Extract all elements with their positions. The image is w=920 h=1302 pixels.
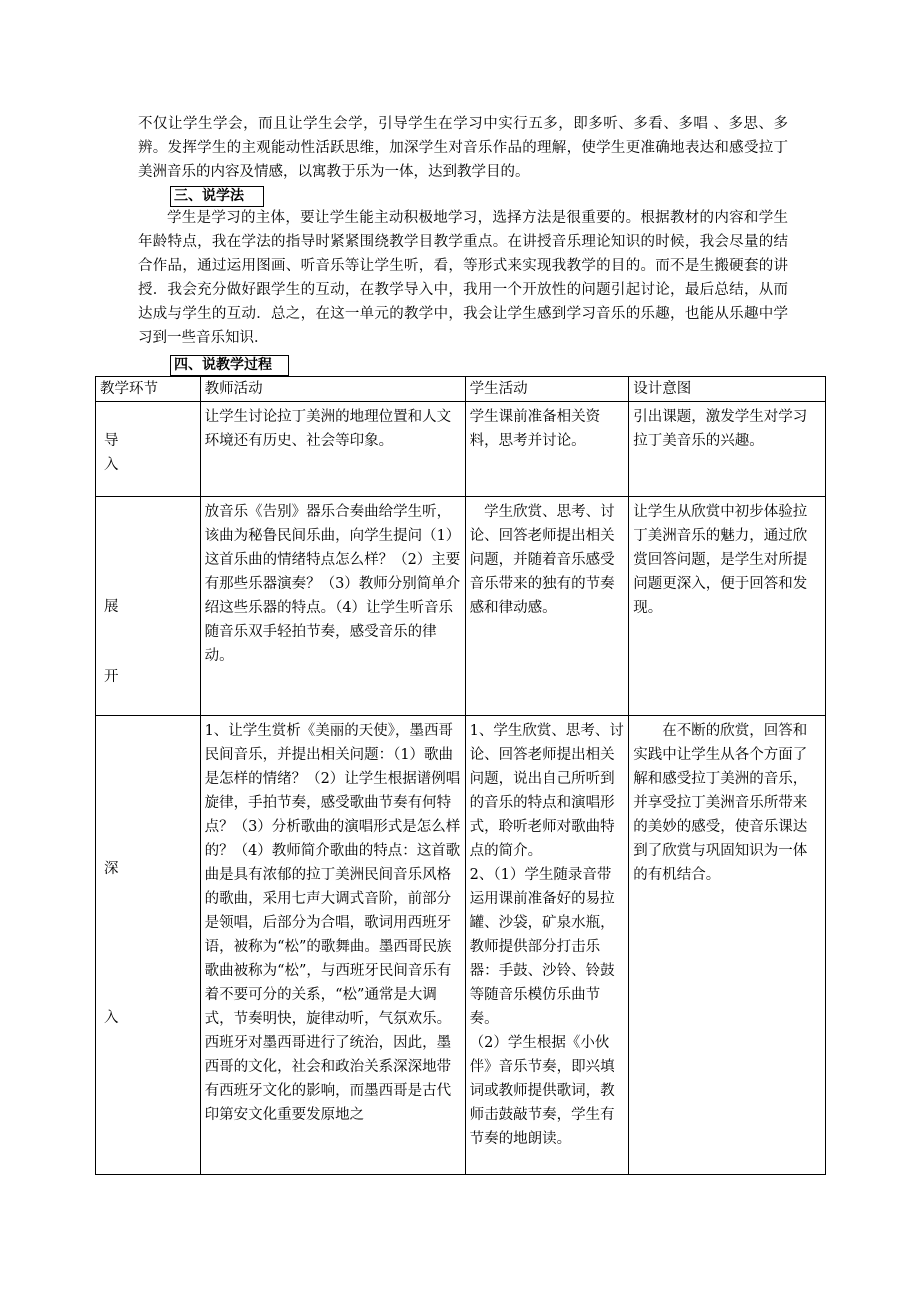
table-header-row [96, 377, 826, 402]
teaching-process-table [95, 376, 826, 1175]
student-activity-text: 学生课前准备相关资料，思考并讨论。 [469, 409, 601, 449]
design-intent-cell [629, 497, 826, 716]
table-row [96, 497, 826, 716]
teacher-activity-cell [200, 402, 465, 497]
design-intent-cell [629, 402, 826, 497]
student-activity-cell [465, 402, 629, 497]
teacher-activity-cell [200, 716, 465, 1175]
teacher-activity-text: 放音乐《告别》器乐合奏曲给学生听，该曲为秘鲁民间乐曲，向学生提问（1）这首乐曲的情绪特点怎么样？（2）主要有那些乐器演奏？（3）教师分别简单介绍这些乐器的特点。（4）让学生听音乐随音乐双手轻拍节奏，感受音乐的律动。 [204, 504, 461, 664]
design-intent-text: 在不断的欣赏，回答和实践中让学生从各个方面了解和感受拉丁美洲的音乐，并享受拉丁美洲音乐所带来的美妙的感受，使音乐课达到了欣赏与巩固知识为一体的有机结合。 [633, 723, 808, 883]
stage-cell [96, 402, 201, 497]
stage-label: 展 [104, 599, 119, 615]
stage-cell [96, 497, 201, 716]
header-teacher-activity: 教师活动 [200, 377, 465, 402]
student-activity-cell [465, 497, 629, 716]
student-activity-text: 2、（1）学生随录音带运用课前准备好的易拉罐、沙袋，矿泉水瓶，教师提供部分打击乐器：手鼓、沙铃、铃鼓等随音乐模仿乐曲节奏。 [469, 867, 615, 1027]
teacher-activity-cell [200, 497, 465, 716]
stage-label: 导 [104, 433, 119, 449]
table-row [96, 402, 826, 497]
stage-label: 入 [104, 457, 119, 473]
design-intent-text: 让学生从欣赏中初步体验拉丁美洲音乐的魅力，通过欣赏回答问题，是学生对所提问题更深入，便于回答和发现。 [633, 504, 808, 616]
intro-paragraph: 不仅让学生学会，而且让学生会学，引导学生在学习中实行五多，即多听、多看、多唱 、多思、多辨。发挥学生的主观能动性活跃思维，加深学生对音乐作品的理解，使学生更准确地表达和感受拉丁美洲音乐的内容及情感，以寓教于乐为一体，达到教学目的。 [138, 116, 788, 180]
student-activity-cell [465, 716, 629, 1175]
teacher-activity-text: 1、让学生赏析《美丽的天使》，墨西哥民间音乐，并提出相关问题：（1）歌曲是怎样的情绪？（2）让学生根据谱例唱旋律，手拍节奏，感受歌曲节奏有何特点？（3）分析歌曲的演唱形式是怎么样的？（4）教师简介歌曲的特点：这首歌曲是具有浓郁的拉丁美洲民间音乐风格的歌曲，采用七声大调式音阶，前部分是领唱，后部分为合唱，歌词用西班牙语，被称为“松”的歌舞曲。墨西哥民族歌曲被称为“松”，与西班牙民间音乐有着不要可分的关系，“松”通常是大调式，节奏明快，旋律动听，气氛欢乐。西班牙对墨西哥进行了统治，因此，墨西哥的文化，社会和政治关系深深地带有西班牙文化的影响，而墨西哥是古代印第安文化重要发原地之 [204, 723, 461, 1123]
student-activity-text: （2）学生根据《小伙伴》音乐节奏，即兴填词或教师提供歌词，教师击鼓敲节奏，学生有节奏的地朗读。 [469, 1035, 615, 1147]
table-row [96, 716, 826, 1175]
stage-label: 开 [104, 669, 119, 685]
section-heading-teaching-process: 四、说教学过程 [170, 355, 289, 376]
section-heading-study-method: 三、说学法 [170, 186, 264, 207]
study-method-paragraph: 学生是学习的主体，要让学生能主动积极地学习，选择方法是很重要的。根据教材的内容和学生年龄特点，我在学法的指导时紧紧围绕教学目教学重点。在讲授音乐理论知识的时候，我会尽量的结合作品，通过运用图画、听音乐等让学生听，看，等形式来实现我教学的目的。而不是生搬硬套的讲授．我会充分做好跟学生的互动，在教学导入中，我用一个开放性的问题引起讨论，最后总结，从而达成与学生的互动．总之，在这一单元的教学中，我会让学生感到学习音乐的乐趣，也能从乐趣中学习到一些音乐知识． [138, 210, 788, 346]
design-intent-text: 引出课题，激发学生对学习拉丁美音乐的兴趣。 [633, 409, 808, 449]
student-activity-text: 1、学生欣赏、思考、讨论、回答老师提出相关问题，说出自己所听到的音乐的特点和演唱形式，聆听老师对歌曲特点的简介。 [469, 723, 624, 859]
header-student-activity: 学生活动 [465, 377, 629, 402]
stage-label: 深 [104, 861, 119, 877]
stage-cell [96, 716, 201, 1175]
header-stage: 教学环节 [96, 377, 201, 402]
header-design-intent: 设计意图 [629, 377, 826, 402]
design-intent-cell [629, 716, 826, 1175]
teacher-activity-text: 让学生讨论拉丁美洲的地理位置和人文环境还有历史、社会等印象。 [204, 409, 452, 449]
student-activity-text: 学生欣赏、思考、讨论、回答老师提出相关问题，并随着音乐感受音乐带来的独有的节奏感和律动感。 [469, 504, 615, 616]
stage-label: 入 [104, 1010, 119, 1026]
